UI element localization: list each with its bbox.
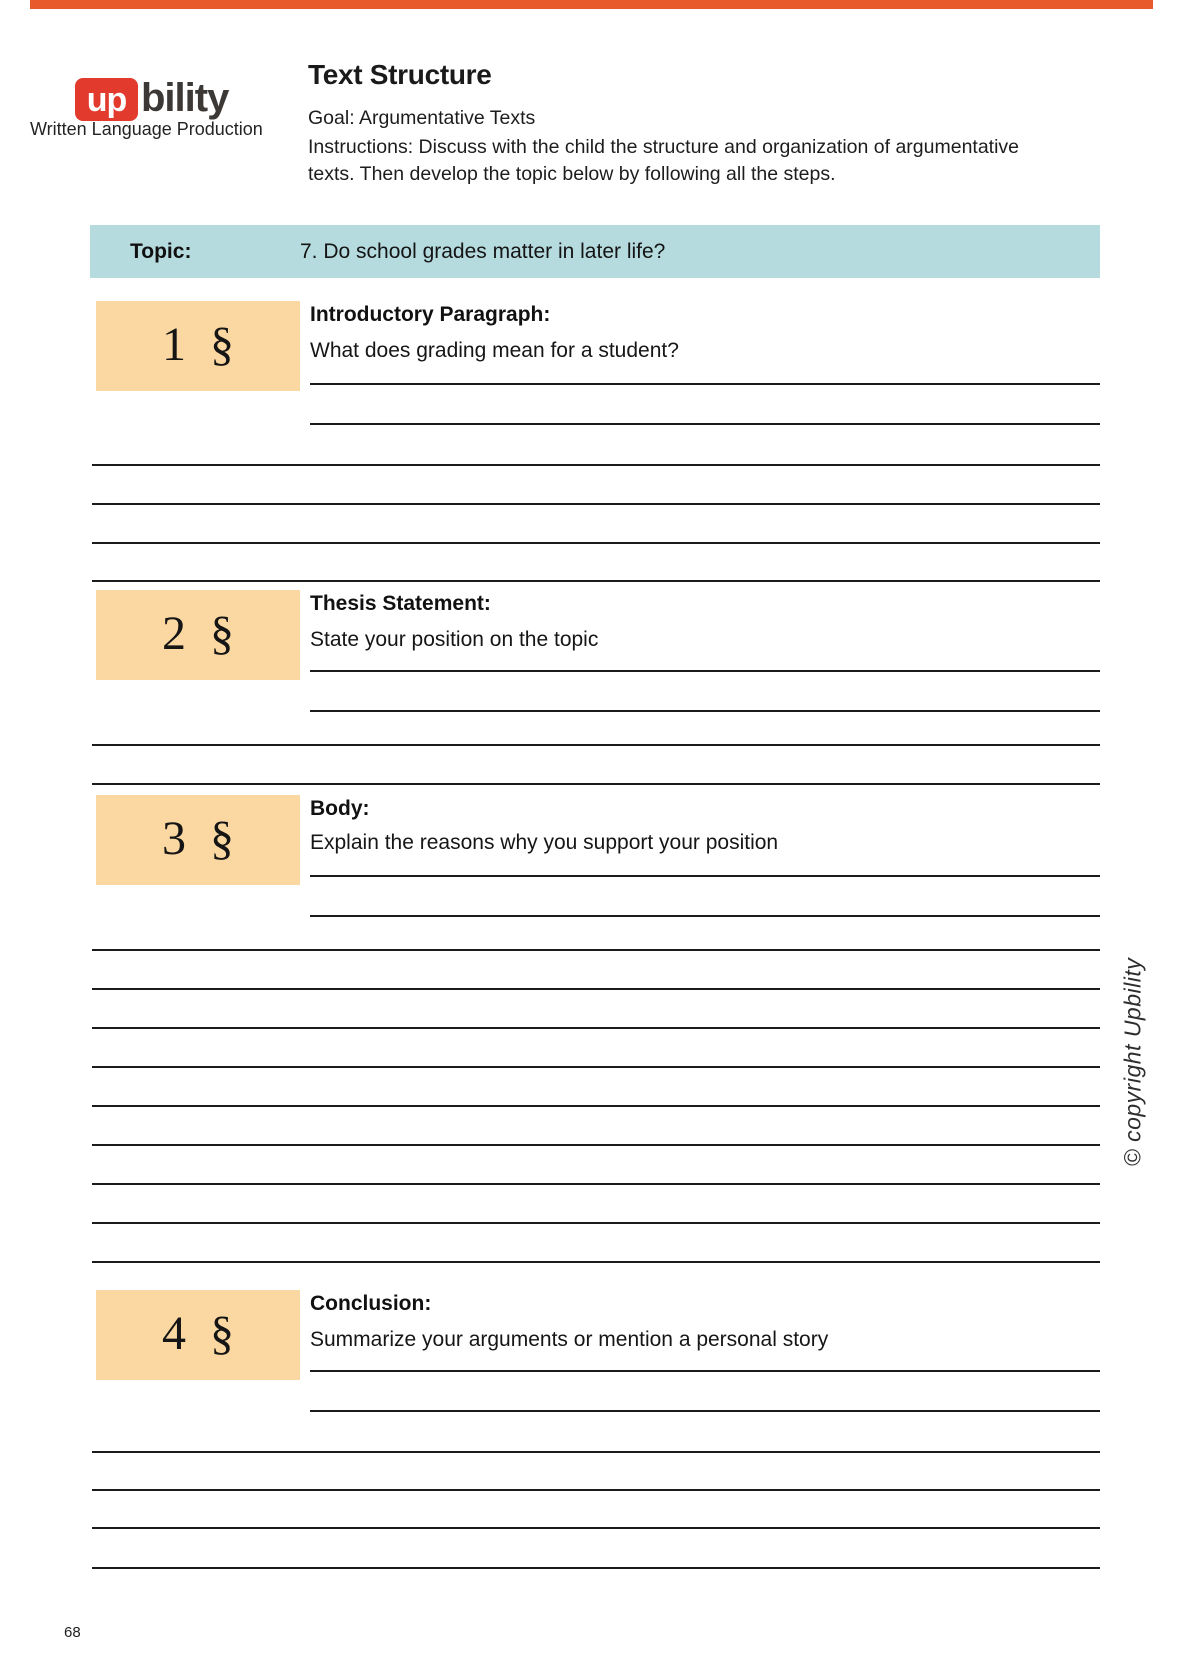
page-number: 68 — [64, 1624, 81, 1641]
section-2-prompt: State your position on the topic — [310, 628, 599, 651]
instructions-line-1: Instructions: Discuss with the child the structure and organization of argumentative — [308, 136, 1020, 158]
section-1-heading: Introductory Paragraph: — [310, 303, 551, 326]
paragraph-3-badge: 3 § — [96, 795, 300, 885]
writing-line — [310, 710, 1100, 712]
writing-line — [92, 580, 1100, 582]
writing-line — [92, 464, 1100, 466]
paragraph-2-badge: 2 § — [96, 590, 300, 680]
writing-line — [92, 1451, 1100, 1453]
goal-line: Goal: Argumentative Texts — [308, 107, 536, 129]
section-3-heading: Body: — [310, 797, 370, 820]
copyright-note: © copyright Upbility — [1119, 957, 1146, 1167]
writing-line — [92, 1222, 1100, 1224]
writing-line — [92, 949, 1100, 951]
writing-line — [92, 542, 1100, 544]
writing-line — [310, 1410, 1100, 1412]
writing-line — [92, 783, 1100, 785]
section-2-heading: Thesis Statement: — [310, 592, 491, 615]
writing-line — [310, 915, 1100, 917]
paragraph-4-badge: 4 § — [96, 1290, 300, 1380]
writing-line — [92, 1567, 1100, 1569]
writing-line — [310, 1370, 1100, 1372]
section-4-prompt: Summarize your arguments or mention a personal story — [310, 1328, 829, 1351]
writing-line — [92, 1183, 1100, 1185]
upbility-logo-text: bility — [141, 76, 229, 120]
instructions-line-2: texts. Then develop the topic below by following all the steps. — [308, 163, 836, 185]
page-title: Text Structure — [308, 59, 492, 90]
paragraph-1-badge: 1 § — [96, 301, 300, 391]
upbility-logo-badge: up — [75, 78, 138, 121]
section-3-prompt: Explain the reasons why you support your position — [310, 831, 779, 854]
writing-line — [92, 1261, 1100, 1263]
writing-line — [310, 383, 1100, 385]
writing-line — [92, 503, 1100, 505]
writing-line — [92, 1105, 1100, 1107]
section-4-heading: Conclusion: — [310, 1292, 432, 1315]
writing-line — [92, 1066, 1100, 1068]
writing-line — [92, 744, 1100, 746]
writing-line — [92, 1527, 1100, 1529]
top-accent-bar — [30, 0, 1153, 9]
writing-line — [92, 988, 1100, 990]
topic-label: Topic: — [130, 240, 192, 263]
writing-line — [92, 1489, 1100, 1491]
section-1-prompt: What does grading mean for a student? — [310, 339, 679, 362]
topic-text: 7. Do school grades matter in later life? — [300, 240, 666, 263]
writing-line — [310, 670, 1100, 672]
writing-line — [92, 1027, 1100, 1029]
writing-line — [310, 875, 1100, 877]
writing-line — [92, 1144, 1100, 1146]
writing-line — [310, 423, 1100, 425]
logo-tagline: Written Language Production — [30, 119, 263, 139]
